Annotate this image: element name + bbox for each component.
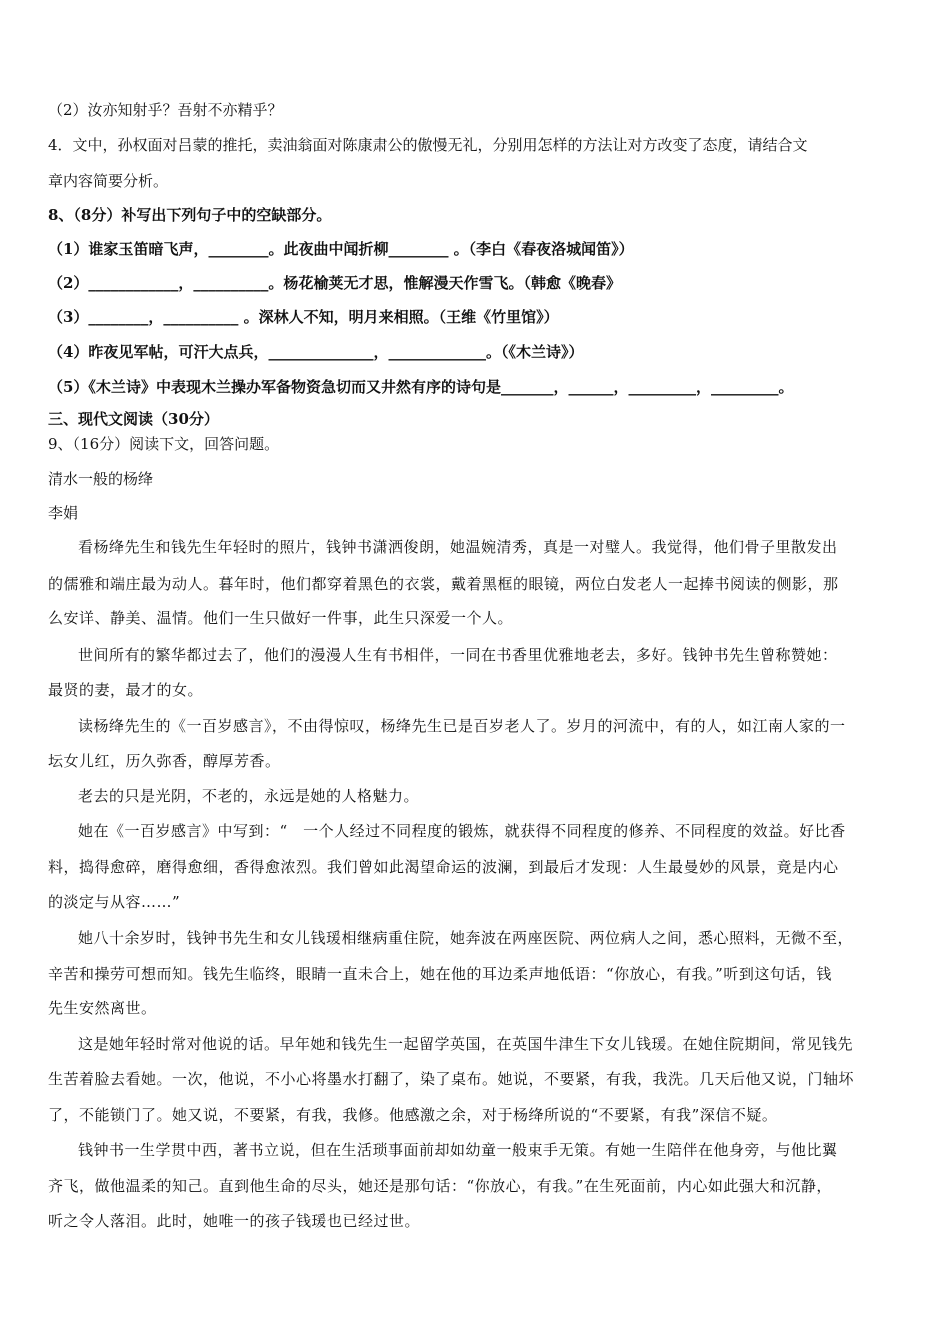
paragraph-5-line-2: 料，捣得愈碎，磨得愈细，香得愈浓烈。我们曾如此渴望命运的波澜，到最后才发现：人生最曼妙的风景，竟是内心 (48, 858, 839, 876)
question-8-4: （4）昨夜见军帖，可汗大点兵，______________，_____________。（《木兰诗》） (48, 343, 584, 361)
question-4-line-1: 4．文中，孙权面对吕蒙的推托，卖油翁面对陈康肃公的傲慢无礼，分别用怎样的方法让对方改变了态度，请结合文 (48, 136, 808, 154)
paragraph-5-line-1: 她在《一百岁感言》中写到：“ 一个人经过不同程度的锻炼，就获得不同程度的修养、不同程度的效益。好比香 (78, 822, 846, 840)
question-4-line-2: 章内容简要分析。 (48, 172, 169, 190)
paragraph-5-line-3: 的淡定与从容……” (48, 893, 181, 911)
paragraph-6-line-1: 她八十余岁时，钱钟书先生和女儿钱瑗相继病重住院，她奔波在两座医院、两位病人之间，悉心照料，无微不至， (78, 929, 854, 947)
paragraph-6-line-2: 辛苦和操劳可想而知。钱先生临终，眼睛一直未合上，她在他的耳边柔声地低语：“你放心，有我。”听到这句话，钱 (48, 965, 832, 983)
question-8-2: （2）____________，__________。杨花榆荚无才思，惟解漫天作雪飞。（韩愈《晚春》 (48, 274, 621, 292)
paragraph-2-line-2: 最贤的妻，最才的女。 (48, 681, 204, 699)
question-7-2: （2）汝亦知射乎？吾射不亦精乎？ (48, 101, 283, 119)
paragraph-1-line-1: 看杨绛先生和钱先生年轻时的照片，钱钟书潇洒俊朗，她温婉清秀，真是一对璧人。我觉得，他们骨子里散发出 (78, 538, 838, 556)
paragraph-8-line-1: 钱钟书一生学贯中西，著书立说，但在生活琐事面前却如幼童一般束手无策。有她一生陪伴在他身旁，与他比翼 (78, 1141, 838, 1159)
paragraph-3-line-2: 坛女儿红，历久弥香，醇厚芳香。 (48, 752, 281, 770)
paragraph-6-line-3: 先生安然离世。 (48, 999, 157, 1017)
paragraph-7-line-1: 这是她年轻时常对他说的话。早年她和钱先生一起留学英国，在英国牛津生下女儿钱瑗。在她住院期间，常见钱先 (78, 1035, 854, 1053)
paragraph-8-line-2: 齐飞，做他温柔的知己。直到他生命的尽头，她还是那句话：“你放心，有我。”在生死面前，内心如此强大和沉静， (48, 1177, 832, 1195)
paragraph-2-line-1: 世间所有的繁华都过去了，他们的漫漫人生有书相伴，一同在书香里优雅地老去，多好。钱钟书先生曾称赞她： (78, 646, 838, 664)
paragraph-1-line-3: 么安详、静美、温情。他们一生只做好一件事，此生只深爱一个人。 (48, 609, 514, 627)
article-title: 清水一般的杨绛 (48, 470, 154, 488)
question-8-5: （5）《木兰诗》中表现木兰操办军备物资急切而又井然有序的诗句是_______，______，_________，_________。 (48, 378, 794, 396)
article-author: 李娟 (48, 504, 79, 522)
paragraph-7-line-2: 生苦着脸去看她。一次，他说，不小心将墨水打翻了，染了桌布。她说，不要紧，有我，我洗。几天后他又说，门轴坏 (48, 1070, 855, 1088)
paragraph-1-line-2: 的儒雅和端庄最为动人。暮年时，他们都穿着黑色的衣裳，戴着黑框的眼镜，两位白发老人一起捧书阅读的侧影，那 (48, 575, 839, 593)
question-8-1: （1）谁家玉笛暗飞声，________。此夜曲中闻折柳________ 。（李白《春夜洛城闻笛》） (48, 240, 634, 258)
paragraph-8-line-3: 听之令人落泪。此时，她唯一的孩子钱瑗也已经过世。 (48, 1212, 421, 1230)
paragraph-3-line-1: 读杨绛先生的《一百岁感言》，不由得惊叹，杨绛先生已是百岁老人了。岁月的河流中，有的人，如江南人家的一 (78, 717, 846, 735)
question-9-title: 9、（16分）阅读下文，回答问题。 (48, 435, 280, 453)
question-8-3: （3）________，__________ 。深林人不知，明月来相照。（王维《竹里馆》） (48, 308, 559, 326)
paragraph-7-line-3: 了，不能锁门了。她又说，不要紧，有我，我修。他感激之余，对于杨绛所说的“不要紧，有我”深信不疑。 (48, 1106, 778, 1124)
paragraph-4: 老去的只是光阴，不老的，永远是她的人格魅力。 (78, 787, 420, 805)
question-8-title: 8、（8分）补写出下列句子中的空缺部分。 (48, 206, 332, 224)
section-3-heading: 三、现代文阅读（30分） (48, 410, 219, 428)
